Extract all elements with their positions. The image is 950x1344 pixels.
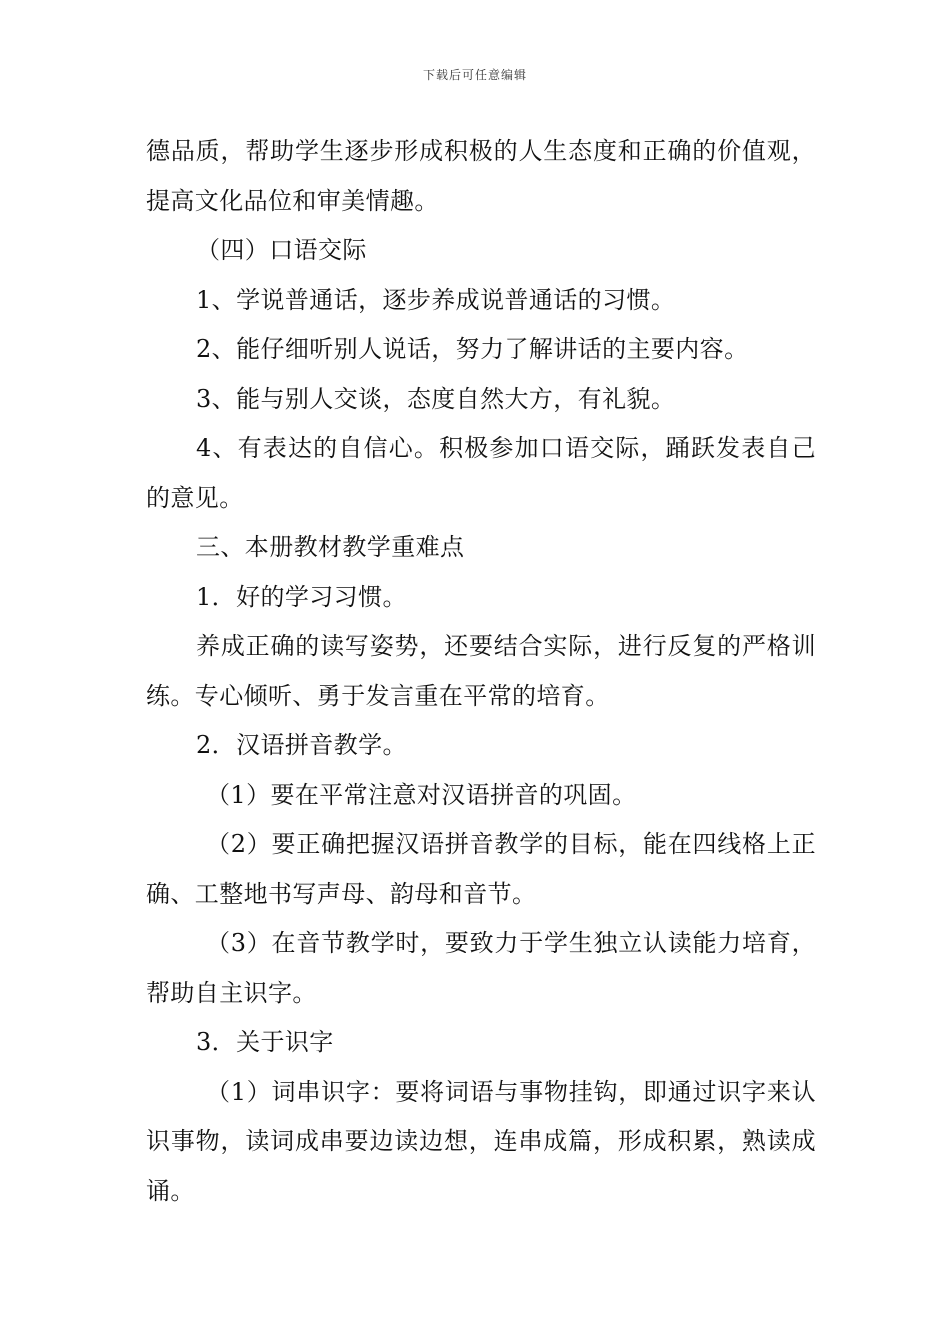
subheading: 1．好的学习习惯。	[196, 582, 407, 611]
paragraph-continued: 德品质，帮助学生逐步形成积极的人生态度和正确的价值观，提高文化品位和审美情趣。	[146, 137, 816, 215]
list-item: （3）在音节教学时，要致力于学生独立认读能力培育，帮助自主识字。	[146, 929, 816, 1007]
list-item: （1）词串识字：要将词语与事物挂钩，即通过识字来认识事物，读词成串要边读边想，连串成篇，形成积累，熟读成诵。	[146, 1077, 816, 1205]
document-body	[146, 127, 816, 1216]
list-item: （2）要正确把握汉语拼音教学的目标，能在四线格上正确、工整地书写声母、韵母和音节。	[146, 830, 816, 908]
list-item: 1、学说普通话，逐步养成说普通话的习惯。	[196, 285, 676, 314]
page-header-note: 下载后可任意编辑	[422, 68, 527, 82]
paragraph: 养成正确的读写姿势，还要结合实际，进行反复的严格训练。专心倾听、勇于发言重在平常的培育。	[146, 632, 816, 710]
list-item: （1）要在平常注意对汉语拼音的巩固。	[206, 780, 637, 809]
section-heading-oral: （四）口语交际	[196, 236, 367, 264]
list-item: 2、能仔细听别人说话，努力了解讲话的主要内容。	[196, 335, 749, 363]
list-item: 4、有表达的自信心。积极参加口语交际，踊跃发表自己的意见。	[146, 434, 816, 512]
subheading: 2．汉语拼音教学。	[196, 731, 407, 759]
subheading: 3．关于识字	[196, 1028, 334, 1056]
list-item: 3、能与别人交谈，态度自然大方，有礼貌。	[196, 384, 676, 413]
section-heading-key-points: 三、本册教材教学重难点	[196, 533, 465, 561]
